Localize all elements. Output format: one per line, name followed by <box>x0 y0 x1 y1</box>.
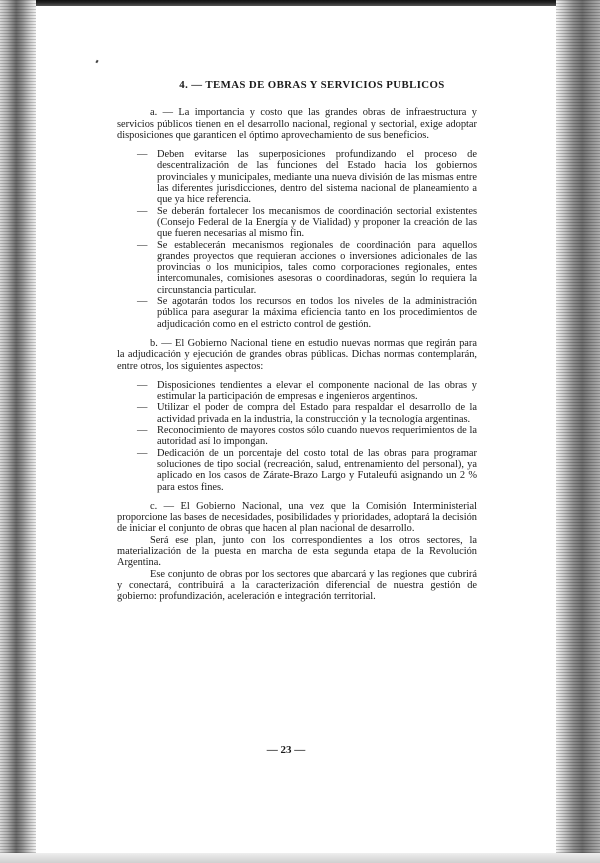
list-dash: — <box>137 239 148 251</box>
scan-speck <box>95 60 98 64</box>
section-heading: 4. — TEMAS DE OBRAS Y SERVICIOS PUBLICOS <box>179 79 445 91</box>
document-body <box>117 80 477 602</box>
list-dash: — <box>137 402 148 414</box>
list-a <box>117 149 477 330</box>
list-item <box>137 402 477 425</box>
list-item <box>137 149 477 205</box>
list-item <box>137 240 477 296</box>
paragraph-a: a. — La importancia y costo que las grandes obras de infraestructura y servicios públicos tienen en el desarrollo nacional, regional y sectorial, exige adoptar disposiciones que garanticen el óptimo aprovechamiento de sus beneficios. <box>117 107 477 141</box>
list-item <box>137 296 477 330</box>
list-item-text: Se agotarán todos los recursos en todos los niveles de la administración pública para asegurar la máxima eficiencia tanto en los procedimientos de adjudicación como en el estricto control de gestión. <box>157 296 477 330</box>
list-item-text: Disposiciones tendientes a elevar el componente nacional de las obras y estimular la participación de empresas e ingenieros argentinos. <box>157 379 477 403</box>
list-dash: — <box>137 296 148 308</box>
list-item-text: Deben evitarse las superposiciones profundizando el proceso de descentralización de las funciones del Estado hacia los gobiernos provinciales y municipales, mediante una nueva división de las mismas entre las diferentes jurisdicciones, dentro del sistema nacional de planeamiento a que ya hice referencia. <box>157 149 478 206</box>
list-dash: — <box>137 379 148 391</box>
scan-edge-top <box>0 0 600 6</box>
list-item-text: Dedicación de un porcentaje del costo total de las obras para programar soluciones de tipo social (recreación, salud, entrenamiento del personal), ya aplicado en los casos de Zárate-Brazo Largo y Futaleufú asignando un 2 % para estos fines. <box>157 447 477 493</box>
list-item <box>137 206 477 240</box>
list-item-text: Se deberán fortalecer los mecanismos de coordinación sectorial existentes (Consejo Federal de la Energía y de Vialidad) y proponer la creación de las que fueren necesarias al mismo fin. <box>157 205 477 240</box>
page-number: — 23 — <box>266 744 306 756</box>
list-item-text: Reconocimiento de mayores costos sólo cuando nuevos requerimientos de la autoridad así lo impongan. <box>157 425 477 448</box>
list-item <box>137 448 477 493</box>
list-dash: — <box>137 425 148 437</box>
scan-edge-bottom <box>0 853 600 863</box>
list-item-text: Utilizar el poder de compra del Estado para respaldar el desarrollo de la actividad privada en la industria, la construcción y la tecnología argentinas. <box>157 402 477 425</box>
paragraph-c: c. — El Gobierno Nacional, una vez que la Comisión Interministerial proporcione las bases de necesidades, posibilidades y prioridades, adoptará la decisión de iniciar el conjunto de obras que hacen al plan nacional de desarrollo. <box>117 500 477 535</box>
list-item-text: Se establecerán mecanismos regionales de coordinación para aquellos grandes proyectos que requieran acciones o inversiones adicionales de las provincias o los municipios, tales como corporaciones regionales, entes intercomunales, comisiones asesoras o coordinadoras, según lo requiera la circunstancia particular. <box>157 239 477 296</box>
paragraph-d: Será ese plan, junto con los correspondientes a los otros sectores, la materialización de la puesta en marcha de esta segunda etapa de la Revolución Argentina. <box>117 534 477 569</box>
list-dash: — <box>137 205 148 217</box>
list-dash: — <box>137 149 148 161</box>
paragraph-e: Ese conjunto de obras por los sectores que abarcará y las regiones que cubrirá y conectará, contribuirá a la caracterización diferencial de nuestra gestión de gobierno: profundización, aceleración e integración territorial. <box>117 568 477 603</box>
list-item <box>137 380 477 403</box>
list-dash: — <box>137 447 148 459</box>
list-item <box>137 425 477 448</box>
scan-edge-left <box>0 0 36 863</box>
list-b <box>117 380 477 493</box>
paragraph-b: b. — El Gobierno Nacional tiene en estudio nuevas normas que regirán para la adjudicación y ejecución de grandes obras públicas. Dichas normas contemplarán, entre otros, los siguientes aspectos: <box>117 337 477 372</box>
scan-edge-right <box>556 0 600 863</box>
